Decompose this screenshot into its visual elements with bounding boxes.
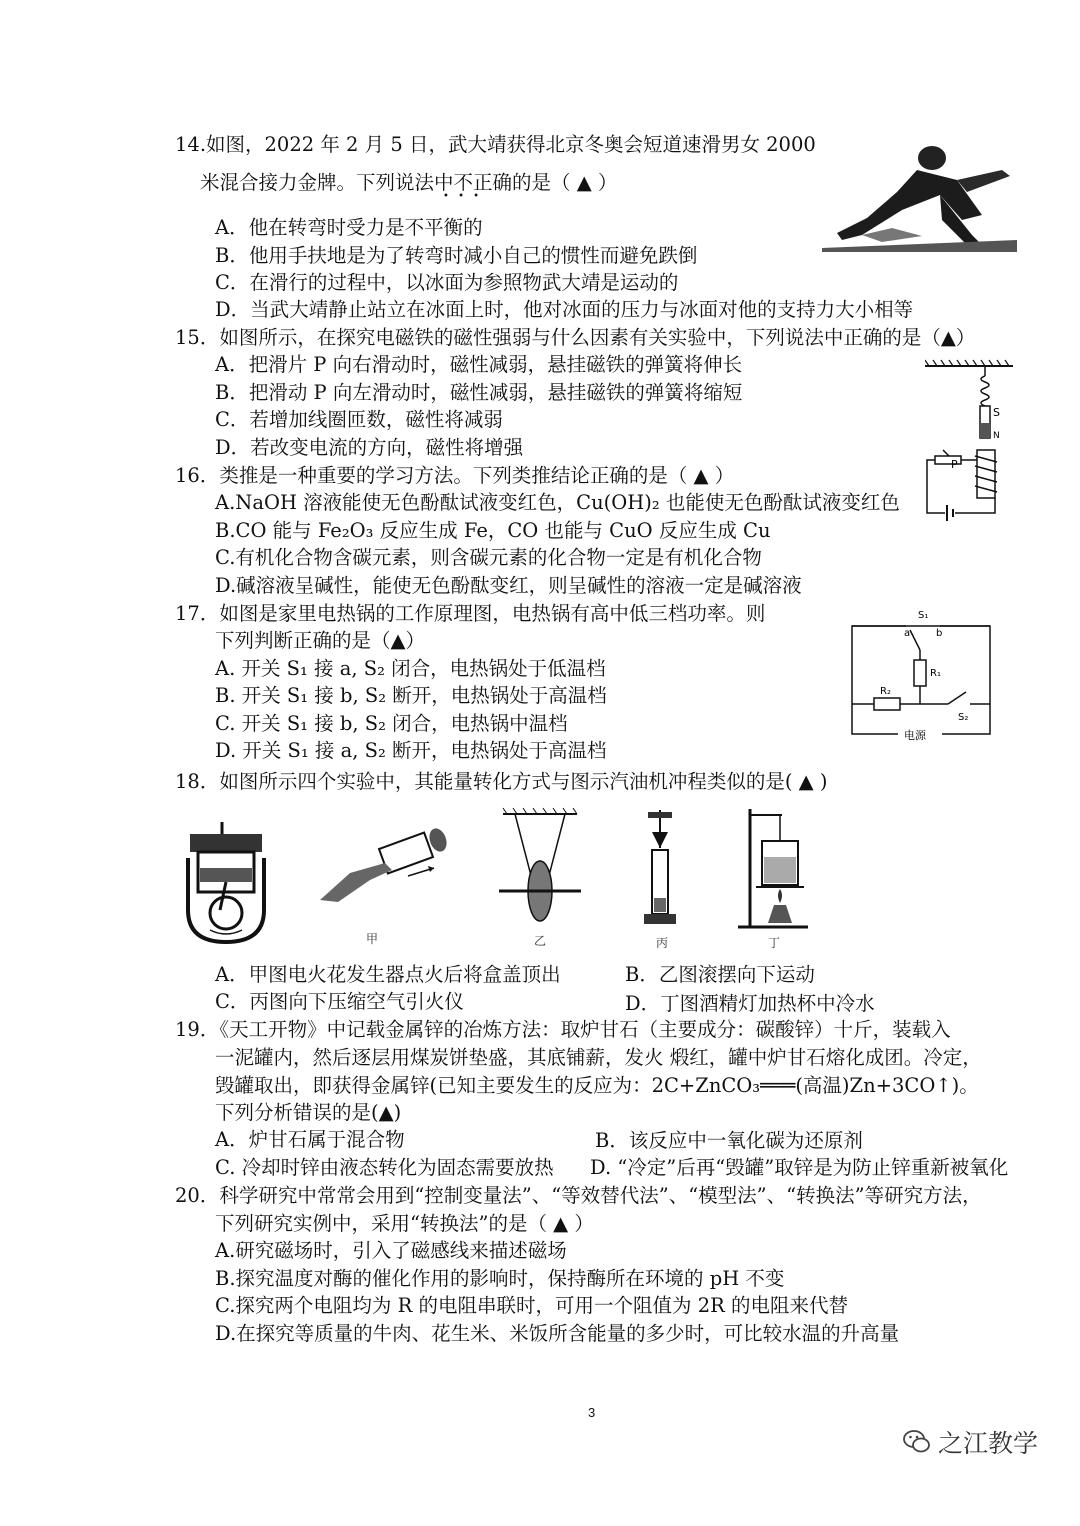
power-source-label: 电源 bbox=[904, 729, 926, 742]
spark-generator-figure bbox=[310, 818, 460, 908]
slider-label-p: P bbox=[951, 458, 958, 471]
q17-option-c: C. 开关 S₁ 接 b, S₂ 闭合，电热锅中温档 bbox=[215, 712, 568, 735]
magnet-label-s: S bbox=[993, 406, 1000, 419]
q20-option-c: C.探究两个电阻均为 R 的电阻串联时，可用一个阻值为 2R 的电阻来代替 bbox=[215, 1294, 848, 1317]
resistor-r2-label: R₂ bbox=[880, 686, 891, 697]
q20-stem-2: 下列研究实例中，采用“转换法”的是（ ▲ ） bbox=[215, 1212, 594, 1235]
q14-option-c: C．在滑行的过程中，以冰面为参照物武大靖是运动的 bbox=[215, 271, 679, 294]
q15-option-a: A．把滑片 P 向右滑动时，磁性减弱，悬挂磁铁的弹簧将伸长 bbox=[215, 353, 743, 376]
alcohol-lamp-heating-figure bbox=[738, 805, 808, 935]
wechat-logo-icon bbox=[902, 1427, 932, 1457]
q19-option-c: C. 冷却时锌由液态转化为固态需要放热 bbox=[215, 1156, 554, 1179]
q16-option-c: C.有机化合物含碳元素，则含碳元素的化合物一定是有机化合物 bbox=[215, 546, 762, 569]
q19-stem-3: 毁罐取出，即获得金属锌(已知主要发生的反应为：2C+ZnCO₃═══(高温)Zn+3CO↑)。 bbox=[215, 1074, 979, 1097]
q17-option-d: D. 开关 S₁ 接 a, S₂ 断开，电热锅处于高温档 bbox=[215, 739, 607, 762]
switch-s2-label: S₂ bbox=[958, 712, 969, 723]
watermark-text: 之江教学 bbox=[938, 1429, 1039, 1458]
electromagnet-figure bbox=[925, 358, 1015, 530]
q16-option-d: D.碱溶液呈碱性，能使无色酚酞变红，则呈碱性的溶液一定是碱溶液 bbox=[215, 574, 802, 597]
q18-option-a: A．甲图电火花发生器点火后将盒盖顶出 bbox=[215, 963, 561, 986]
q15-stem: 15．如图所示，在探究电磁铁的磁性强弱与什么因素有关实验中，下列说法中正确的是（▲） bbox=[175, 326, 976, 349]
q17-option-a: A. 开关 S₁ 接 a, S₂ 闭合，电热锅处于低温档 bbox=[215, 657, 606, 680]
q18-option-b: B．乙图滚摆向下运动 bbox=[625, 963, 815, 986]
skater-figure bbox=[822, 140, 1017, 252]
caption-jia: 甲 bbox=[366, 932, 379, 946]
q19-stem-2: 一泥罐内，然后逐层用煤炭饼垫盛，其底铺薪，发火 煅红，罐中炉甘石熔化成团。冷定， bbox=[215, 1046, 982, 1069]
q19-stem-1: 19．《天工开物》中记载金属锌的冶炼方法：取炉甘石（主要成分：碳酸锌）十斤，装载入 bbox=[175, 1018, 951, 1041]
air-compression-figure bbox=[638, 808, 683, 930]
page-number: 3 bbox=[588, 1405, 596, 1420]
heater-circuit-figure bbox=[848, 608, 994, 748]
resistor-r1-label: R₁ bbox=[930, 668, 941, 679]
q15-option-d: D．若改变电流的方向，磁性将增强 bbox=[215, 436, 524, 459]
q15-option-c: C．若增加线圈匝数，磁性将减弱 bbox=[215, 408, 503, 431]
q17-stem-2: 下列判断正确的是（▲） bbox=[215, 629, 425, 652]
switch-s1-label: S₁ bbox=[918, 610, 929, 621]
q14-line-2: 米混合接力金牌。下列说法中不正确的是（ ▲ ） bbox=[200, 171, 618, 194]
q16-stem: 16．类推是一种重要的学习方法。下列类推结论正确的是（ ▲ ） bbox=[175, 464, 735, 487]
q15-option-b: B．把滑动 P 向左滑动时，磁性减弱，悬挂磁铁的弹簧将缩短 bbox=[215, 381, 743, 404]
engine-stroke-figure bbox=[180, 818, 280, 946]
q19-option-b: B．该反应中一氧化碳为还原剂 bbox=[595, 1129, 863, 1152]
q17-stem-1: 17．如图是家里电热锅的工作原理图，电热锅有高中低三档功率。则 bbox=[175, 602, 766, 625]
q14-line-1: 14.如图，2022 年 2 月 5 日，武大靖获得北京冬奥会短道速滑男女 2000 bbox=[175, 133, 816, 156]
caption-ding: 丁 bbox=[768, 936, 781, 950]
caption-bing: 丙 bbox=[656, 936, 669, 950]
q14-emphasis-dots: • • • bbox=[443, 191, 483, 202]
q16-option-a: A.NaOH 溶液能使无色酚酞试液变红色，Cu(OH)₂ 也能使无色酚酞试液变红色 bbox=[215, 491, 900, 514]
q19-option-a: A．炉甘石属于混合物 bbox=[215, 1128, 405, 1151]
magnet-label-n: N bbox=[993, 431, 1000, 441]
q20-option-d: D.在探究等质量的牛肉、花生米、米饭所含能量的多少时，可比较水温的升高量 bbox=[215, 1322, 900, 1345]
q19-option-d: D. “冷定”后再“毁罐”取锌是为防止锌重新被氧化 bbox=[590, 1156, 1009, 1179]
q18-option-d: D．丁图酒精灯加热杯中冷水 bbox=[625, 992, 875, 1015]
q20-option-a: A.研究磁场时，引入了磁感线来描述磁场 bbox=[215, 1239, 567, 1262]
watermark bbox=[902, 1424, 1038, 1460]
q14-option-b: B．他用手扶地是为了转弯时减小自己的惯性而避免跌倒 bbox=[215, 244, 698, 267]
caption-yi: 乙 bbox=[534, 934, 547, 948]
q14-option-a: A．他在转弯时受力是不平衡的 bbox=[215, 216, 483, 239]
terminal-b-label: b bbox=[936, 628, 943, 639]
q14-option-d: D．当武大靖静止站立在冰面上时，他对冰面的压力与冰面对他的支持力大小相等 bbox=[215, 298, 914, 321]
q20-stem-1: 20．科学研究中常常会用到“控制变量法”、“等效替代法”、“模型法”、“转换法”等研究方法， bbox=[175, 1184, 982, 1207]
q20-option-b: B.探究温度对酶的催化作用的影响时，保持酶所在环境的 pH 不变 bbox=[215, 1267, 785, 1290]
q18-stem: 18．如图所示四个实验中，其能量转化方式与图示汽油机冲程类似的是( ▲ ) bbox=[175, 770, 828, 793]
maxwell-pendulum-figure bbox=[495, 806, 585, 926]
q18-option-c: C．丙图向下压缩空气引火仪 bbox=[215, 990, 464, 1013]
q17-option-b: B. 开关 S₁ 接 b, S₂ 断开，电热锅处于高温档 bbox=[215, 684, 607, 707]
terminal-a-label: a bbox=[904, 628, 911, 639]
q19-stem-4: 下列分析错误的是(▲) bbox=[215, 1101, 402, 1124]
q16-option-b: B.CO 能与 Fe₂O₃ 反应生成 Fe，CO 也能与 CuO 反应生成 Cu bbox=[215, 519, 771, 542]
